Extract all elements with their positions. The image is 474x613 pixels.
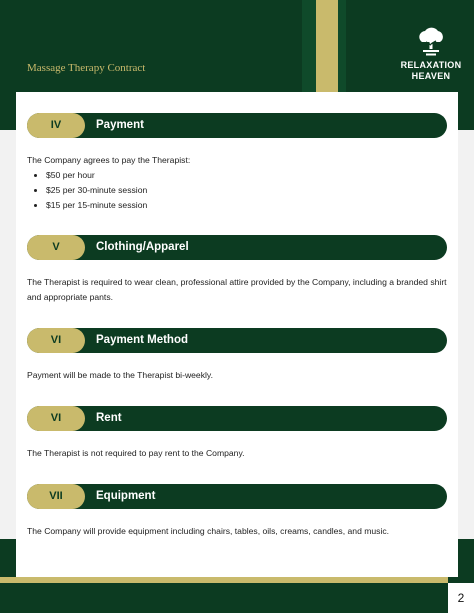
section-header-bar bbox=[27, 235, 447, 260]
section-title: Payment Method bbox=[96, 334, 189, 346]
section-text: The Therapist is not required to pay rent to the Company. bbox=[27, 448, 245, 458]
section-number: IV bbox=[27, 113, 85, 138]
header-stripe bbox=[338, 0, 346, 92]
section-header-bar bbox=[27, 406, 447, 431]
list-item: • $15 per 15-minute session bbox=[46, 198, 447, 213]
header-stripe bbox=[302, 0, 316, 92]
page-number: 2 bbox=[448, 583, 474, 613]
logo-line-2: HEAVEN bbox=[411, 71, 451, 81]
section-title: Payment bbox=[96, 119, 144, 131]
logo bbox=[386, 26, 474, 82]
content-card bbox=[16, 92, 458, 577]
section-body bbox=[27, 275, 447, 305]
section-body bbox=[27, 446, 447, 461]
section-body bbox=[27, 524, 447, 539]
section-text: Payment will be made to the Therapist bi-weekly. bbox=[27, 370, 213, 380]
section-header-bar bbox=[27, 113, 447, 138]
section-equipment bbox=[27, 484, 447, 539]
header-stripe-gold bbox=[316, 0, 338, 92]
section-title: Equipment bbox=[96, 490, 156, 502]
section-body bbox=[27, 368, 447, 383]
section-text: The Therapist is required to wear clean, professional attire provided by the Company, including a branded shirt and appropriate pants. bbox=[27, 277, 447, 302]
section-title: Rent bbox=[96, 412, 122, 424]
section-header-bar bbox=[27, 328, 447, 353]
section-header-bar bbox=[27, 484, 447, 509]
section-payment-method bbox=[27, 328, 447, 383]
logo-line-1: RELAXATION bbox=[400, 60, 462, 70]
section-clothing bbox=[27, 235, 447, 305]
section-title: Clothing/Apparel bbox=[96, 241, 189, 253]
cloud-tree-icon bbox=[415, 26, 447, 56]
footer-gold-stripe bbox=[0, 577, 448, 583]
section-number: VI bbox=[27, 406, 85, 431]
document-title: Massage Therapy Contract bbox=[27, 62, 146, 74]
section-number: V bbox=[27, 235, 85, 260]
section-body bbox=[27, 153, 447, 213]
section-text: The Company agrees to pay the Therapist: bbox=[27, 155, 191, 165]
payment-list bbox=[27, 168, 447, 213]
section-text: The Company will provide equipment including chairs, tables, oils, creams, candles, and music. bbox=[27, 526, 390, 536]
section-payment bbox=[27, 113, 447, 213]
section-rent bbox=[27, 406, 447, 461]
section-number: VII bbox=[27, 484, 85, 509]
list-item: • $50 per hour bbox=[46, 168, 447, 183]
list-item: • $25 per 30-minute session bbox=[46, 183, 447, 198]
section-number: VI bbox=[27, 328, 85, 353]
